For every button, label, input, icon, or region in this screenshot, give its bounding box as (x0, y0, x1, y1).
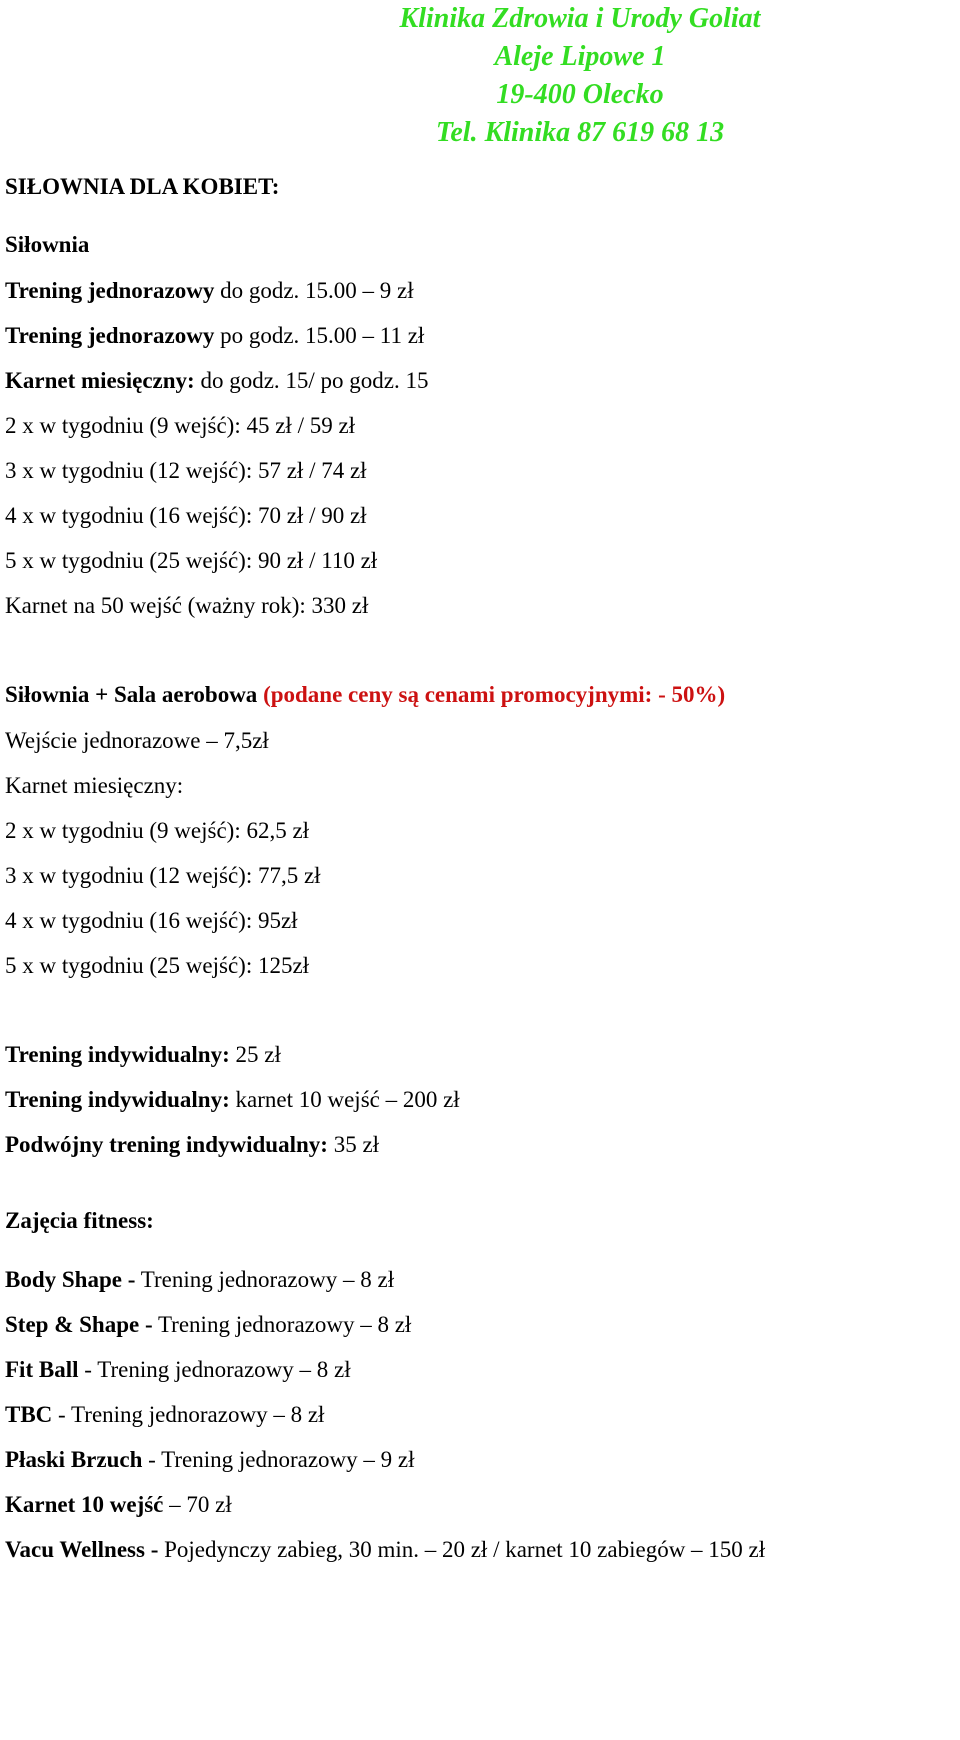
price-label: Trening indywidualny: (5, 1087, 230, 1112)
price-value: - Trening jednorazowy – 8 zł (78, 1357, 351, 1382)
price-label: Karnet 10 wejść (5, 1492, 164, 1517)
fitness-item (5, 1355, 351, 1385)
clinic-name: Klinika Zdrowia i Urody Goliat (399, 3, 761, 34)
price-label: TBC (5, 1402, 53, 1427)
aerobic-row: 3 x w tygodniu (12 wejść): 77,5 zł (5, 863, 321, 888)
price-value: - Trening jednorazowy – 9 zł (142, 1447, 415, 1472)
gym-title: SIŁOWNIA DLA KOBIET: (5, 174, 280, 199)
price-line-single-before (5, 276, 414, 306)
price-label: Płaski Brzuch (5, 1447, 143, 1472)
price-label: Trening jednorazowy (5, 323, 215, 348)
gym-row: 4 x w tygodniu (16 wejść): 70 zł / 90 zł (5, 503, 367, 528)
gym-row: 3 x w tygodniu (12 wejść): 57 zł / 74 zł (5, 458, 367, 483)
price-value: 35 zł (327, 1132, 380, 1157)
aerobic-title: Siłownia + Sala aerobowa (5, 682, 258, 707)
price-line-monthly (5, 366, 429, 396)
price-value: Trening jednorazowy – 8 zł (135, 1267, 395, 1292)
price-label: Trening jednorazowy (5, 278, 215, 303)
price-value: Pojedynczy zabieg, 30 min. – 20 zł / karnet 10 zabiegów – 150 zł (158, 1537, 766, 1562)
price-label: Body Shape - (5, 1267, 136, 1292)
aerobic-single: Wejście jednorazowe – 7,5zł (5, 728, 269, 753)
aerobic-title-line (5, 680, 725, 710)
promo-note: (podane ceny są cenami promocyjnymi: - 50%) (263, 682, 726, 707)
clinic-city: 19-400 Olecko (496, 79, 664, 110)
fitness-item (5, 1490, 232, 1520)
aerobic-row: 5 x w tygodniu (25 wejść): 125zł (5, 953, 310, 978)
price-label: Podwójny trening indywidualny: (5, 1132, 328, 1157)
aerobic-monthly-label: Karnet miesięczny: (5, 773, 184, 798)
fitness-item (5, 1310, 411, 1340)
price-label: Karnet miesięczny: (5, 368, 195, 393)
price-value: do godz. 15.00 – 9 zł (214, 278, 414, 303)
gym-row: Karnet na 50 wejść (ważny rok): 330 zł (5, 593, 369, 618)
price-label: Trening indywidualny: (5, 1042, 230, 1067)
price-label: Step & Shape - (5, 1312, 153, 1337)
individual-line (5, 1085, 460, 1115)
price-value: do godz. 15/ po godz. 15 (194, 368, 429, 393)
price-value: 25 zł (229, 1042, 281, 1067)
fitness-item (5, 1535, 765, 1565)
fitness-item (5, 1400, 324, 1430)
price-line-single-after (5, 321, 424, 351)
price-label: Fit Ball (5, 1357, 79, 1382)
gym-row: 2 x w tygodniu (9 wejść): 45 zł / 59 zł (5, 413, 356, 438)
clinic-phone: Tel. Klinika 87 619 68 13 (435, 117, 725, 148)
clinic-street: Aleje Lipowe 1 (494, 41, 666, 72)
gym-subtitle: Siłownia (5, 232, 90, 257)
clinic-header (330, 0, 830, 152)
price-value: karnet 10 wejść – 200 zł (229, 1087, 460, 1112)
fitness-item (5, 1445, 415, 1475)
aerobic-row: 2 x w tygodniu (9 wejść): 62,5 zł (5, 818, 310, 843)
price-value: Trening jednorazowy – 8 zł (152, 1312, 412, 1337)
fitness-item (5, 1265, 394, 1295)
price-value: - Trening jednorazowy – 8 zł (52, 1402, 325, 1427)
price-value: po godz. 15.00 – 11 zł (214, 323, 425, 348)
price-value: – 70 zł (163, 1492, 232, 1517)
fitness-title: Zajęcia fitness: (5, 1208, 154, 1233)
gym-row: 5 x w tygodniu (25 wejść): 90 zł / 110 zł (5, 548, 378, 573)
price-label: Vacu Wellness - (5, 1537, 159, 1562)
individual-line (5, 1130, 379, 1160)
individual-line (5, 1040, 281, 1070)
aerobic-row: 4 x w tygodniu (16 wejść): 95zł (5, 908, 298, 933)
